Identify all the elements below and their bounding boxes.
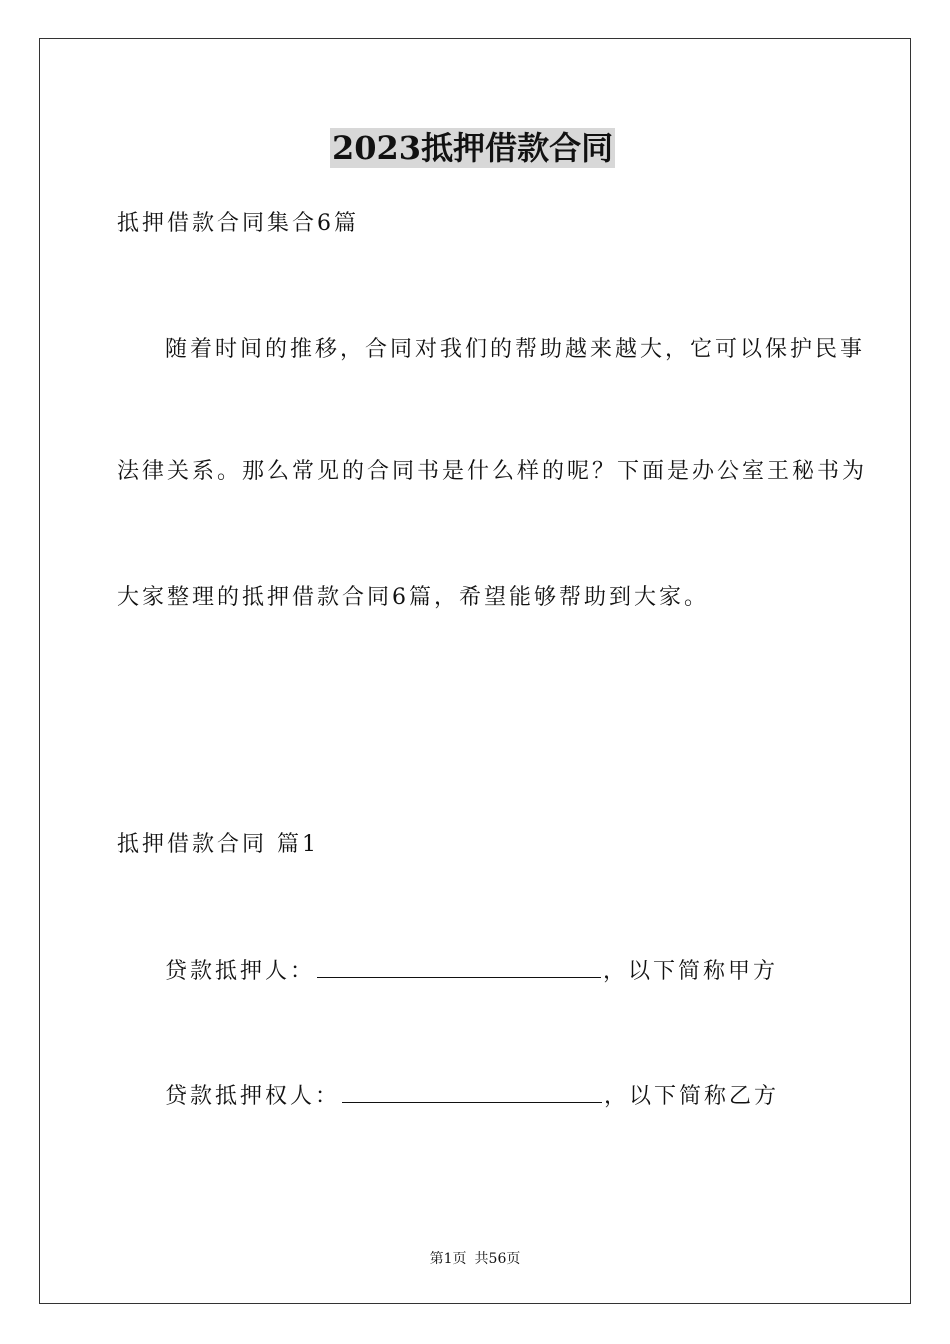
section-heading: 抵押借款合同 篇1 — [117, 832, 319, 857]
party-b-suffix: ，以下简称乙方 — [604, 1084, 780, 1109]
page-total: 共56页 — [474, 1251, 521, 1267]
document-subtitle: 抵押借款合同集合6篇 — [117, 211, 359, 236]
party-b-blank — [342, 1080, 602, 1103]
party-a-suffix: ，以下简称甲方 — [603, 959, 779, 984]
party-a-label: 贷款抵押人： — [165, 959, 316, 984]
party-a-line — [165, 955, 778, 987]
document-title: 2023抵押借款合同 — [332, 129, 614, 167]
party-b-label: 贷款抵押权人： — [165, 1084, 341, 1109]
party-b-line — [165, 1080, 779, 1112]
intro-line-2: 法律关系。那么常见的合同书是什么样的呢？下面是办公室王秘书为 — [117, 459, 868, 484]
intro-line-3: 大家整理的抵押借款合同6篇，希望能够帮助到大家。 — [117, 585, 709, 610]
party-a-blank — [317, 955, 601, 978]
page-current: 第1页 — [429, 1251, 467, 1267]
intro-line-1: 随着时间的推移，合同对我们的帮助越来越大，它可以保护民事 — [165, 337, 866, 362]
page-footer — [0, 1248, 950, 1268]
